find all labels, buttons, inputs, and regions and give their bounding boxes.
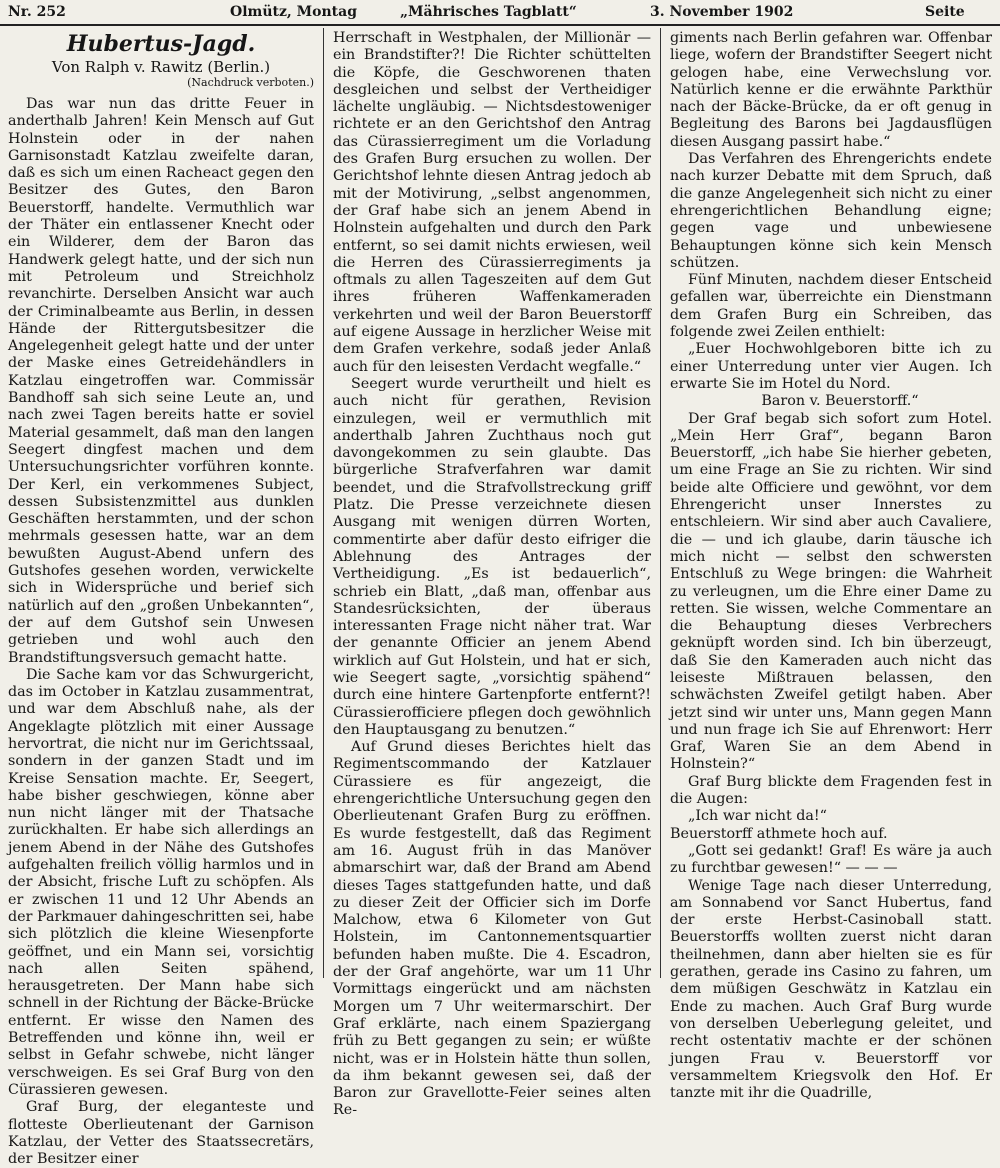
paragraph: „Ich war nicht da!“	[688, 808, 827, 825]
paragraph: Der Graf begab sich sofort zum Hotel. „Mein Herr Graf“, begann Baron Beuerstorff, „ich habe Sie hierher gebeten, um eine Frage an Sie zu richten. Wir sind beide alte Officiere und gewöhnt, vor dem Ehrengericht unser Innerstes zu entschleiern. Wir sind aber auch Cavaliere, die — und ich glaube, darin täusche ich mich nicht — selbst den schwersten Entschluß zu Wege bringen: die Wahrheit zu verleugnen, um die Ehre einer Dame zu retten. Sie wissen, welche Commentare an die Behauptung dieses Verbrechers geknüpft worden sind. Ich bin überzeugt, daß Sie den Kameraden auch nicht das leiseste Mißtrauen belassen, den schwächsten Zweifel getilgt haben. Aber jetzt sind wir unter uns, Mann gegen Mann und nun frage ich Sie auf Ehrenwort: Herr Graf, Waren Sie an dem Abend in Holnstein?“	[670, 410, 992, 773]
paragraph: Wenige Tage nach dieser Unterredung, am Sonnabend vor Sanct Hubertus, fand der erste Herbst-Casinoball statt. Beuerstorffs wollten zuerst nicht daran theilnehmen, dann aber hielten sie es für gerathen, gerade ins Casino zu fahren, um dem müßigen Geschwätz in Katzlau ein Ende zu machen. Auch Graf Burg wurde von derselben Ueberlegung geleitet, und recht ostentativ machte er der schönen jungen Frau v. Beuerstorff vor versammeltem Kriegsvolk den Hof. Er tanzte mit ihr die Quadrille,	[670, 877, 992, 1102]
newspaper-name: „Mährisches Tagblatt“	[400, 4, 577, 20]
paragraph: Das war nun das dritte Feuer in anderthalb Jahren! Kein Mensch auf Gut Holnstein oder in der nahen Garnisonstadt Katzlau zweifelte daran, daß es sich um einen Racheact gegen den Besitzer des Gutes, den Baron Beuerstorff, handelte. Vermuthlich war der Thäter ein entlassener Knecht oder ein Wilderer, dem der Baron das Handwerk gelegt hatte, und der sich nun mit Petroleum und Streichholz revanchirte. Derselben Ansicht war auch der Criminalbeamte aus Berlin, in dessen Hände der Rittergutsbesitzer die Angelegenheit gelegt hatte und der unter der Maske eines Getreidehändlers in Katzlau eingetroffen war. Commissär Bandhoff sah sich seine Leute an, und nach zwei Tagen bereits hatte er soviel Material gesammelt, daß man den langen Seegert dingfest machen und dem Untersuchungsrichter vorführen konnte. Der Kerl, ein verkommenes Subject, dessen Subsistenzmittel aus dunklen Geschäften herstammten, und der schon mehrmals gesessen hatte, war an dem bewußten August-Abend unfern des Gutshofes gesehen worden, verwickelte sich in Widersprüche und berief sich natürlich auf den „großen Unbekannten“, der auf dem Gutshof sein Unwesen getrieben und wohl auch den Brandstiftungsversuch gemacht hatte.	[8, 96, 314, 666]
paragraph: Das Verfahren des Ehrengerichts endete nach kurzer Debatte mit dem Spruch, daß die ganze Angelegenheit sich nicht zu einer ehrengerichtlichen Behandlung eigne; gegen vage und unbewiesene Behauptungen könne sich kein Mensch schützen.	[670, 151, 992, 271]
paragraph: Graf Burg, der eleganteste und flotteste Oberlieutenant der Garnison Katzlau, der Vetter des Staatssecretärs, der Besitzer einer	[8, 1099, 314, 1168]
column-divider	[323, 28, 324, 978]
article-title: Hubertus-Jagd.	[66, 31, 256, 57]
paragraph: Graf Burg blickte dem Fragenden fest in die Augen:	[670, 773, 992, 808]
signature-line: Baron v. Beuerstorff.“	[761, 393, 919, 410]
page-label: Seite	[925, 4, 965, 20]
paragraph: Beuerstorff athmete hoch auf.	[670, 825, 888, 842]
paragraph: Die Sache kam vor das Schwurgericht, das im October in Katzlau zusammentrat, und war dem Abschluß nahe, als der Angeklagte plötzlich mit einer Aussage hervortrat, die nicht nur im Gerichtssaal, sondern in der ganzen Stadt und im Kreise Sensation machte. Er, Seegert, habe bisher geschwiegen, könne aber nun nicht länger mit der Thatsache zurückhalten. Er habe sich allerdings an jenem Abend in der Nähe des Gutshofes aufgehalten freilich völlig harmlos und in der Absicht, frische Luft zu schöpfen. Als er zwischen 11 und 12 Uhr Abends an der Parkmauer dahingeschritten sei, habe sich plötzlich die kleine Wiesenpforte geöffnet, und ein Mann sei, vorsichtig nach allen Seiten spähend, herausgetreten. Der Mann habe sich schnell in der Richtung der Bäcke-Brücke entfernt. Er wisse den Namen des Betreffenden und könne ihn, weil er selbst in Gefahr schwebe, nicht länger verschweigen. Es sei Graf Burg von den Cürassieren gewesen.	[8, 666, 314, 1098]
paragraph: Herrschaft in Westphalen, der Millionär — ein Brandstifter?! Die Richter schüttelten die Köpfe, die Geschworenen thaten desgleichen und selbst der Vertheidiger lächelte ungläubig. — Nichtsdestoweniger richtete er an den Gerichtshof den Antrag das Cürassierregiment um die Vorladung des Grafen Burg ersuchen zu wollen. Der Gerichtshof lehnte diesen Antrag jedoch ab mit der Motivirung, „selbst angenommen, der Graf habe sich an jenem Abend in Holnstein aufgehalten und durch den Park entfernt, so sei damit nichts erwiesen, weil die Herren des Cürassierregiments ja oftmals zu allen Tageszeiten auf dem Gut ihres früheren Waffenkameraden verkehrten und weil der Baron Beuerstorff auf eigene Aussage in herzlicher Weise mit dem Grafen verkehre, sodaß jeder Anlaß auch für den leisesten Verdacht wegfalle.“	[333, 30, 651, 375]
issue-number: Nr. 252	[8, 4, 66, 20]
paragraph: Fünf Minuten, nachdem dieser Entscheid gefallen war, überreichte ein Dienstmann dem Grafen Burg ein Schreiben, das folgende zwei Zeilen enthielt:	[670, 272, 992, 341]
paragraph: Seegert wurde verurtheilt und hielt es auch nicht für gerathen, Revision einzulegen, weil er vermuthlich mit anderthalb Jahren Zuchthaus noch gut davongekommen zu sein glaubte. Das bürgerliche Strafverfahren war damit beendet, und die Strafvollstreckung griff Platz. Die Presse verzeichnete diesen Ausgang mit wenigen dürren Worten, commentirte aber dafür desto eifriger die Ablehnung des Antrages der Vertheidigung. „Es ist bedauerlich“, schrieb ein Blatt, „daß man, offenbar aus Standesrücksichten, der überaus interessanten Frage nicht näher trat. War der genannte Officier an jenem Abend wirklich auf Gut Holstein, und hat er sich, wie Seegert sagte, „vorsichtig spähend“ durch eine hintere Gartenpforte entfernt?! Cürassierofficiere pflegen doch gewöhnlich den Hauptausgang zu benutzen.“	[333, 375, 651, 738]
place-day: Olmütz, Montag	[230, 4, 358, 20]
paragraph: „Euer Hochwohlgeboren bitte ich zu einer Unterredung unter vier Augen. Ich erwarte Sie im Hotel du Nord.	[670, 341, 992, 392]
column-3	[670, 30, 992, 1102]
paragraph: giments nach Berlin gefahren war. Offenbar liege, wofern der Brandstifter Seegert nicht gelogen habe, eine Verwechslung vor. Natürlich kenne er die erwähnte Parkthür nach der Bäcke-Brücke, da er oft genug in Begleitung des Barons bei Jagdausflügen diesen Ausgang passirt habe.“	[670, 30, 992, 150]
reprint-note: (Nachdruck verboten.)	[187, 76, 314, 89]
page-header	[0, 0, 1000, 26]
column-1	[8, 30, 314, 1168]
paragraph: „Gott sei gedankt! Graf! Es wäre ja auch zu furchtbar gewesen!“ — — —	[670, 842, 992, 877]
article-author: Von Ralph v. Rawitz (Berlin.)	[51, 58, 271, 76]
issue-date: 3. November 1902	[650, 4, 794, 20]
column-2	[333, 30, 651, 1119]
paragraph: Auf Grund dieses Berichtes hielt das Regimentscommando der Katzlauer Cürassiere es für angezeigt, die ehrengerichtliche Untersuchung gegen den Oberlieutenant Grafen Burg zu eröffnen. Es wurde festgestellt, daß das Regiment am 16. August früh in das Manöver abmarschirt war, daß der Brand am Abend dieses Tages stattgefunden hatte, und daß zu dieser Zeit der Officier sich im Dorfe Malchow, etwa 6 Kilometer von Gut Holstein, im Cantonnementsquartier befunden haben mußte. Die 4. Escadron, der der Graf angehörte, war um 11 Uhr Vormittags eingerückt und am nächsten Morgen um 7 Uhr weitermarschirt. Der Graf erklärte, nach einem Spaziergang früh zu Bett gegangen zu sein; er wüßte nicht, was er in Holstein hätte thun sollen, da ihm bekannt gewesen sei, daß der Baron zur Gravellotte-Feier seines alten Re-	[333, 739, 651, 1119]
column-divider	[660, 28, 661, 978]
